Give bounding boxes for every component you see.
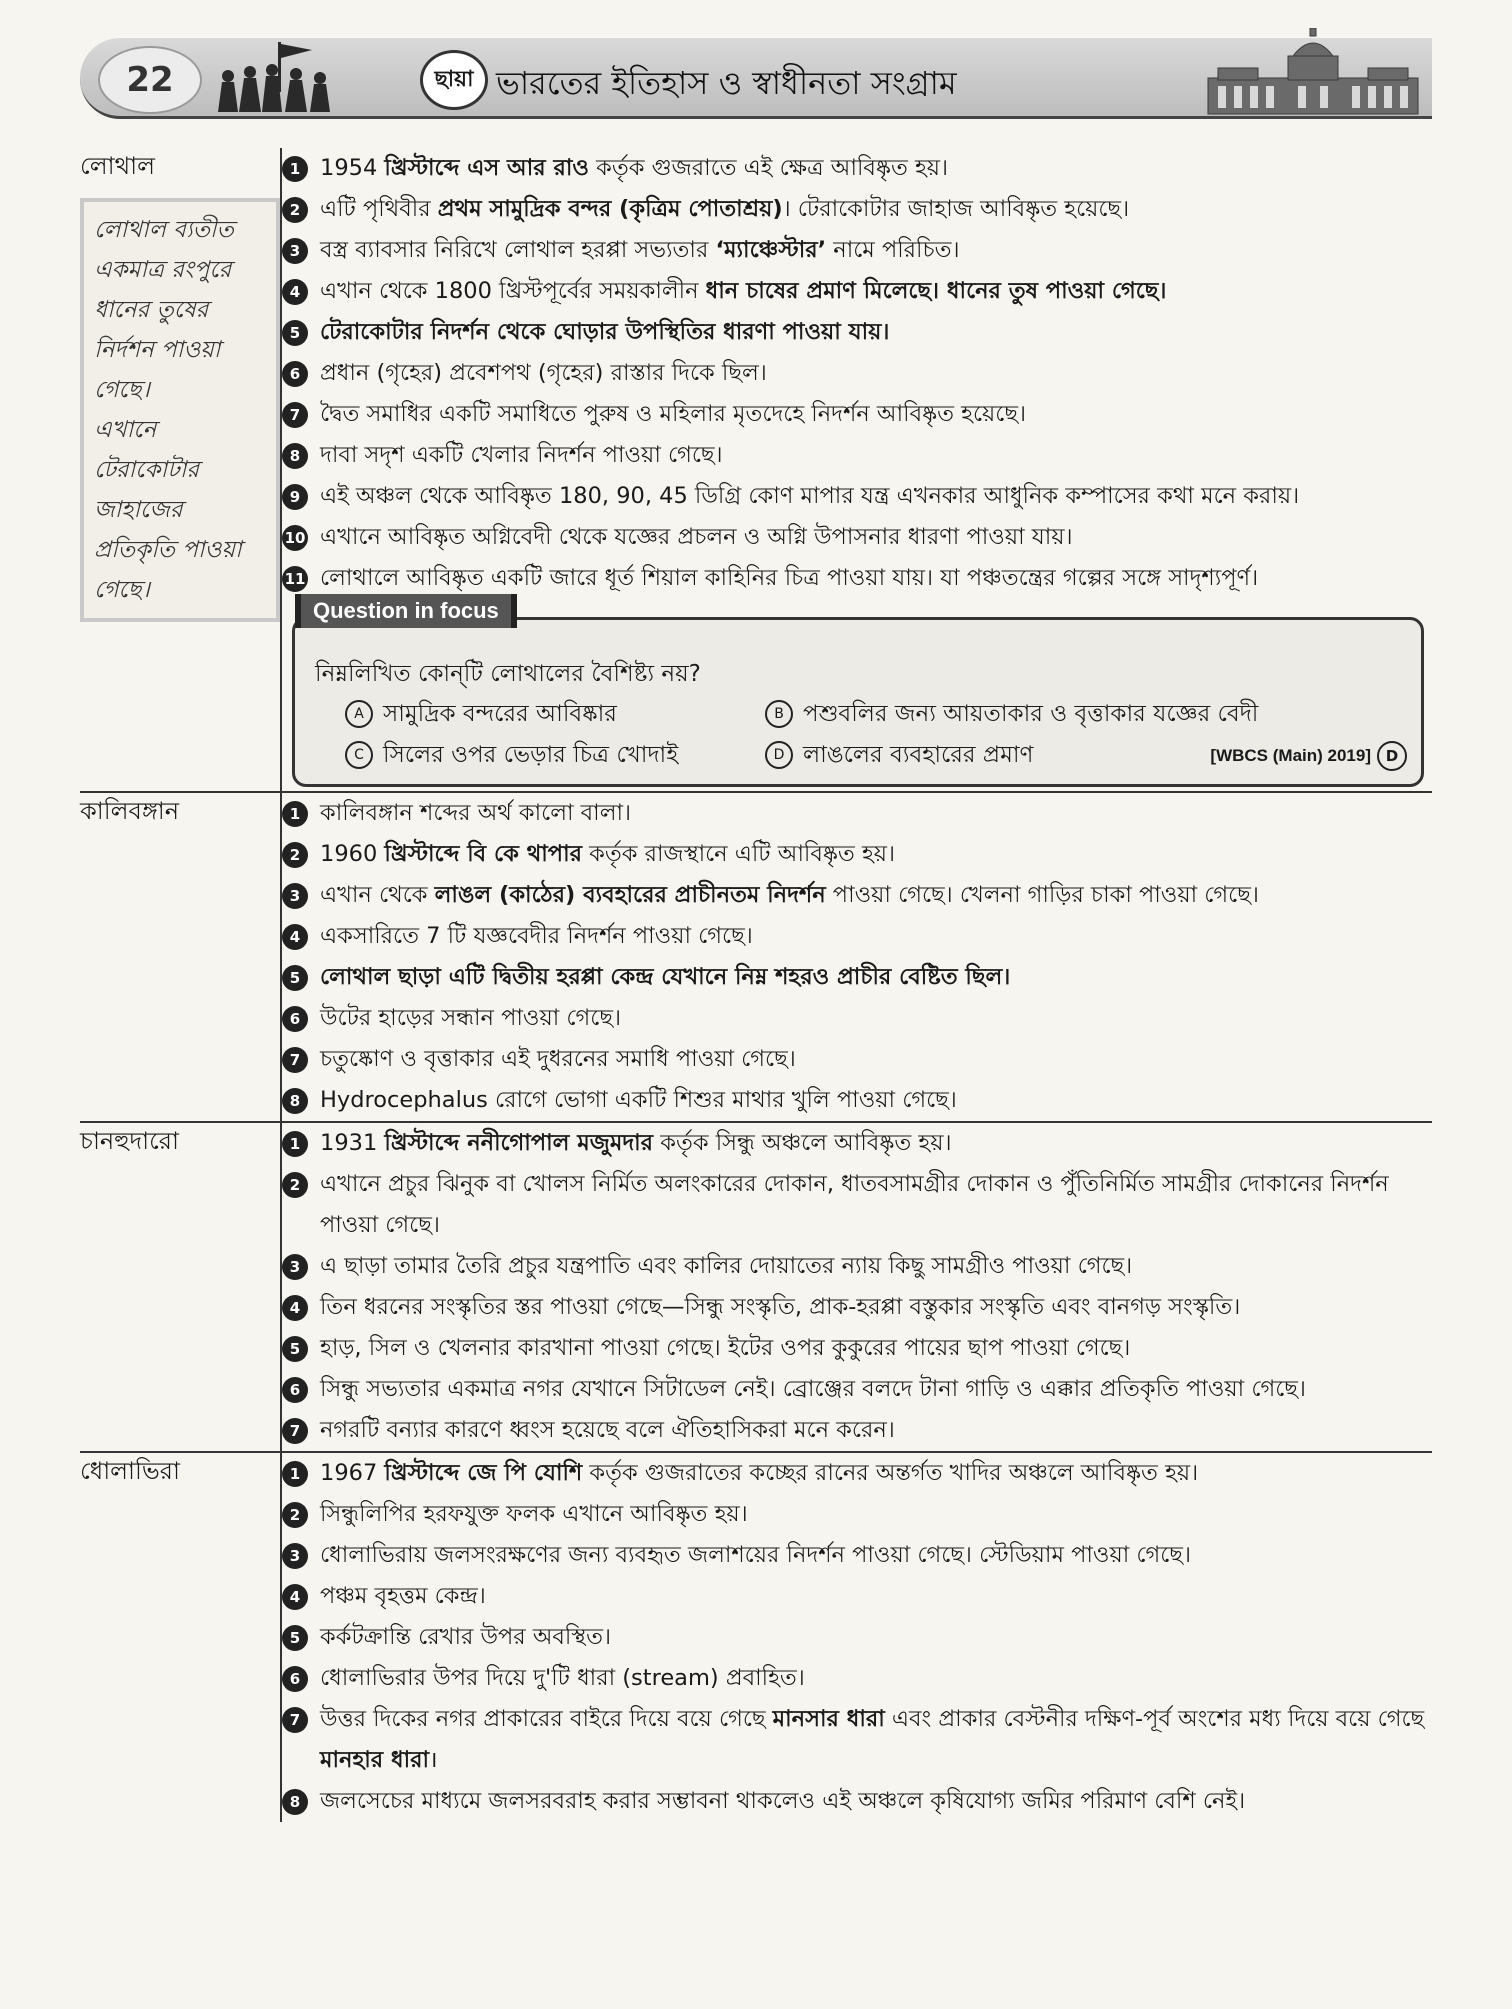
item-number-badge: 5	[282, 320, 308, 346]
text-run: পাওয়া গেছে। খেলনা গাড়ির চাকা পাওয়া গেছে।	[825, 882, 1259, 908]
option-d-line	[765, 734, 1407, 776]
item-number-badge: 8	[282, 443, 308, 469]
item-number-badge: 3	[282, 1543, 308, 1569]
sidebar-note-line: জাহাজের	[94, 497, 183, 523]
list-item	[282, 230, 1432, 271]
sidebar-note-line: লোথাল ব্যতীত	[94, 217, 234, 243]
text-run: ধোলাভিরার উপর দিয়ে দু'টি ধারা (stream) প্রবাহিত।	[320, 1665, 805, 1691]
list-item	[282, 1617, 1432, 1658]
site-row	[80, 792, 1432, 1122]
text-run: ধোলাভিরায় জলসংরক্ষণের জন্য ব্যবহৃত জলাশয়ের নিদর্শন পাওয়া গেছে। স্টেডিয়াম পাওয়া গেছে।	[320, 1542, 1191, 1568]
text-run: কর্তৃক রাজস্থানে এটি আবিষ্কৃত হয়।	[581, 841, 896, 867]
points-cell	[281, 792, 1432, 1122]
item-number-badge: 1	[282, 1461, 308, 1487]
list-item	[282, 875, 1432, 916]
item-text	[320, 1328, 1432, 1369]
book-title: ভারতের ইতিহাস ও স্বাধীনতা সংগ্রাম	[496, 64, 957, 102]
page-number: 22	[98, 46, 202, 114]
item-text	[320, 957, 1432, 998]
item-number-badge: 7	[282, 1707, 308, 1733]
text-run: এখান থেকে	[320, 882, 435, 908]
list-item	[282, 1658, 1432, 1699]
emphasis-text: প্রথম সামুদ্রিক বন্দর (কৃত্রিম পোতাশ্রয়)	[437, 196, 783, 222]
list-item	[282, 1080, 1432, 1121]
item-number-badge: 7	[282, 402, 308, 428]
item-number-badge: 5	[282, 965, 308, 991]
item-text	[320, 998, 1432, 1039]
text-run: কালিবঙ্গান শব্দের অর্থ কালো বালা।	[320, 800, 632, 826]
answer-badge: D	[1377, 741, 1407, 771]
option-letter: A	[345, 700, 373, 728]
text-run: কর্তৃক গুজরাতে এই ক্ষেত্র আবিষ্কৃত হয়।	[588, 155, 949, 181]
list-item	[282, 1246, 1432, 1287]
option-text: পশুবলির জন্য আয়তাকার ও বৃত্তাকার যজ্ঞের বেদী	[803, 701, 1259, 727]
list-item	[282, 1494, 1432, 1535]
text-run: কর্তৃক সিন্ধু অঞ্চলে আবিষ্কৃত হয়।	[653, 1130, 952, 1156]
emphasis-text: মানসার ধারা	[772, 1706, 885, 1732]
text-run: কর্কটক্রান্তি রেখার উপর অবস্থিত।	[320, 1624, 612, 1650]
list-item	[282, 1369, 1432, 1410]
option-text: সিলের ওপর ভেড়ার চিত্র খোদাই	[383, 742, 679, 768]
text-run: 1954	[320, 155, 385, 181]
option-text: সামুদ্রিক বন্দরের আবিষ্কার	[383, 701, 617, 727]
item-text	[320, 476, 1432, 517]
list-item	[282, 353, 1432, 394]
list-item	[282, 793, 1432, 834]
emphasis-text: লোথাল ছাড়া এটি দ্বিতীয় হরপ্পা কেন্দ্র যেখানে নিম্ন শহরও প্রাচীর বেষ্টিত ছিল।	[320, 964, 1011, 990]
item-number-badge: 5	[282, 1336, 308, 1362]
points-cell	[281, 1122, 1432, 1452]
text-run: বস্ত্র ব্যাবসার নিরিখে লোথাল হরপ্পা সভ্যতার	[320, 237, 716, 263]
item-text	[320, 230, 1432, 271]
site-row	[80, 1122, 1432, 1452]
list-item	[282, 189, 1432, 230]
item-number-badge: 2	[282, 842, 308, 868]
sidebar-note-line: গেছে।	[94, 377, 150, 403]
sidebar-note	[80, 198, 280, 622]
text-run: পঞ্চম বৃহত্তম কেন্দ্র।	[320, 1583, 486, 1609]
list-item	[282, 271, 1432, 312]
item-text	[320, 1410, 1432, 1451]
item-text	[320, 1287, 1432, 1328]
item-text	[320, 271, 1432, 312]
site-cell	[80, 1122, 281, 1452]
item-text	[320, 1080, 1432, 1121]
site-row	[80, 148, 1432, 792]
text-run: উত্তর দিকের নগর প্রাকারের বাইরে দিয়ে বয়ে গেছে	[320, 1706, 773, 1732]
item-number-badge: 6	[282, 1666, 308, 1692]
sites-table	[80, 148, 1432, 1822]
item-text	[320, 1658, 1432, 1699]
question-in-focus-tag: Question in focus	[295, 594, 517, 628]
item-text	[320, 517, 1432, 558]
options-grid	[315, 694, 1407, 776]
list-item	[282, 312, 1432, 353]
list-item	[282, 1699, 1432, 1781]
option-d	[765, 735, 1033, 775]
item-number-badge: 6	[282, 361, 308, 387]
option-letter: B	[765, 700, 793, 728]
text-run: প্রধান (গৃহের) প্রবেশপথ (গৃহের) রাস্তার দিকে ছিল।	[320, 360, 767, 386]
option-b	[765, 694, 1407, 734]
item-number-badge: 4	[282, 924, 308, 950]
item-text	[320, 1369, 1432, 1410]
item-text	[320, 1617, 1432, 1658]
text-run: চতুষ্কোণ ও বৃত্তাকার এই দুধরনের সমাধি পাওয়া গেছে।	[320, 1046, 796, 1072]
text-run: এটি পৃথিবীর	[320, 196, 438, 222]
item-number-badge: 10	[282, 525, 308, 551]
item-number-badge: 4	[282, 1584, 308, 1610]
item-number-badge: 8	[282, 1088, 308, 1114]
sidebar-note-line: এখানে	[94, 417, 157, 443]
sidebar-note-line: প্রতিকৃতি পাওয়া	[94, 537, 242, 563]
list-item	[282, 1328, 1432, 1369]
item-text	[320, 1494, 1432, 1535]
item-text	[320, 1123, 1432, 1164]
text-run: জলসেচের মাধ্যমে জলসরবরাহ করার সম্ভাবনা থাকলেও এই অঞ্চলে কৃষিযোগ্য জমির পরিমাণ বেশি নেই।	[320, 1788, 1246, 1814]
item-number-badge: 6	[282, 1006, 308, 1032]
item-number-badge: 2	[282, 1172, 308, 1198]
list-item	[282, 517, 1432, 558]
source-and-answer	[1190, 734, 1407, 776]
item-number-badge: 2	[282, 1502, 308, 1528]
emphasis-text: খ্রিস্টাব্দে এস আর রাও	[384, 155, 589, 181]
item-number-badge: 1	[282, 801, 308, 827]
list-item	[282, 476, 1432, 517]
text-run: সিন্ধু সভ্যতার একমাত্র নগর যেখানে সিটাডেল নেই। ব্রোঞ্জের বলদে টানা গাড়ি ও এক্কার প্রতিকৃতি পাওয়া গেছে।	[320, 1376, 1306, 1402]
list-item	[282, 1781, 1432, 1822]
text-run: সিন্ধুলিপির হরফযুক্ত ফলক এখানে আবিষ্কৃত হয়।	[320, 1501, 748, 1527]
item-text	[320, 1246, 1432, 1287]
text-run: এ ছাড়া তামার তৈরি প্রচুর যন্ত্রপাতি এবং কালির দোয়াতের ন্যায় কিছু সামগ্রীও পাওয়া গেছে।	[320, 1253, 1133, 1279]
question-in-focus-box	[292, 598, 1424, 787]
item-text	[320, 916, 1432, 957]
sidebar-note-line: একমাত্র রংপুরে	[94, 257, 232, 283]
item-text	[320, 1453, 1432, 1494]
item-number-badge: 2	[282, 197, 308, 223]
site-cell	[80, 1452, 281, 1822]
text-run: Hydrocephalus রোগে ভোগা একটি শিশুর মাথার খুলি পাওয়া গেছে।	[320, 1087, 957, 1113]
text-run: লোথালে আবিষ্কৃত একটি জারে ধূর্ত শিয়াল কাহিনির চিত্র পাওয়া যায়। যা পঞ্চতন্ত্রের গল্পের সঙ্গে সাদৃশ্যপূর্ণ।	[320, 565, 1259, 591]
text-run: একসারিতে 7 টি যজ্ঞবেদীর নিদর্শন পাওয়া গেছে।	[320, 923, 753, 949]
list-item	[282, 1123, 1432, 1164]
list-item	[282, 1410, 1432, 1451]
text-run: 1967	[320, 1460, 385, 1486]
building-illustration	[1198, 28, 1428, 118]
list-item	[282, 1453, 1432, 1494]
list-item	[282, 916, 1432, 957]
text-run: দাবা সদৃশ একটি খেলার নিদর্শন পাওয়া গেছে।	[320, 442, 723, 468]
list-item	[282, 998, 1432, 1039]
publisher-badge: ছায়া	[420, 50, 488, 110]
list-item	[282, 1287, 1432, 1328]
text-run: এখানে আবিষ্কৃত অগ্নিবেদী থেকে যজ্ঞের প্রচলন ও অগ্নি উপাসনার ধারণা পাওয়া যায়।	[320, 524, 1073, 550]
item-text	[320, 834, 1432, 875]
text-run: এই অঞ্চল থেকে আবিষ্কৃত 180, 90, 45 ডিগ্রি কোণ মাপার যন্ত্র এখনকার আধুনিক কম্পাসের কথা মনে করায়।	[320, 483, 1300, 509]
list-item	[282, 148, 1432, 189]
item-text	[320, 875, 1432, 916]
list-item	[282, 1576, 1432, 1617]
emphasis-text: খ্রিস্টাব্দে জে পি যোশি	[384, 1460, 583, 1486]
sidebar-note-line: নির্দশন পাওয়া	[94, 337, 221, 363]
list-item	[282, 1039, 1432, 1080]
site-cell	[80, 792, 281, 1122]
text-run: দ্বৈত সমাধির একটি সমাধিতে পুরুষ ও মহিলার মৃতদেহে নিদর্শন আবিষ্কৃত হয়েছে।	[320, 401, 1026, 427]
emphasis-text: টেরাকোটার নিদর্শন থেকে ঘোড়ার উপস্থিতির ধারণা পাওয়া যায়।	[320, 319, 890, 345]
item-text	[320, 189, 1432, 230]
text-run: নামে পরিচিত।	[826, 237, 960, 263]
site-cell	[80, 148, 281, 792]
item-text	[320, 1781, 1432, 1822]
emphasis-text: লাঙল (কাঠের) ব্যবহারের প্রাচীনতম নিদর্শন	[434, 882, 826, 908]
option-letter: C	[345, 741, 373, 769]
text-run: এবং প্রাকার বেস্টনীর দক্ষিণ-পূর্ব অংশের মধ্য দিয়ে বয়ে গেছে	[884, 1706, 1425, 1732]
text-run: 1931	[320, 1130, 385, 1156]
option-a	[345, 694, 765, 734]
text-run: হাড়, সিল ও খেলনার কারখানা পাওয়া গেছে। ইটের ওপর কুকুরের পায়ের ছাপ পাওয়া গেছে।	[320, 1335, 1131, 1361]
item-number-badge: 3	[282, 883, 308, 909]
item-text	[320, 558, 1432, 599]
emphasis-text: ‘ম্যাঞ্চেস্টার’	[715, 237, 827, 263]
item-number-badge: 8	[282, 1789, 308, 1815]
item-number-badge: 6	[282, 1377, 308, 1403]
item-text	[320, 312, 1432, 353]
item-number-badge: 9	[282, 484, 308, 510]
question-text: নিম্নলিখিত কোন্‌টি লোথালের বৈশিষ্ট্য নয়?	[315, 661, 701, 687]
text-run: ।	[429, 1747, 438, 1773]
item-number-badge: 11	[282, 566, 308, 592]
list-item	[282, 435, 1432, 476]
item-number-badge: 7	[282, 1418, 308, 1444]
emphasis-text: খ্রিস্টাব্দে বি কে থাপার	[384, 841, 582, 867]
sidebar-note-line: ধানের তুষের	[94, 297, 209, 323]
site-name: ধোলাভিরা	[80, 1457, 180, 1485]
option-letter: D	[765, 741, 793, 769]
emphasis-text: খ্রিস্টাব্দে ননীগোপাল মজুমদার	[384, 1130, 654, 1156]
item-number-badge: 1	[282, 1131, 308, 1157]
item-number-badge: 3	[282, 238, 308, 264]
text-run: উটের হাড়ের সন্ধান পাওয়া গেছে।	[320, 1005, 622, 1031]
text-run: 1960	[320, 841, 385, 867]
item-text	[320, 1576, 1432, 1617]
text-run: কর্তৃক গুজরাতের কচ্ছের রানের অন্তর্গত খাদির অঞ্চলে আবিষ্কৃত হয়।	[582, 1460, 1199, 1486]
site-name: লোথাল	[80, 152, 155, 180]
page-header	[80, 28, 1432, 118]
freedom-fighters-illustration	[200, 40, 400, 116]
item-text	[320, 394, 1432, 435]
item-number-badge: 4	[282, 279, 308, 305]
emphasis-text: মানহার ধারা	[320, 1747, 430, 1773]
option-text: লাঙলের ব্যবহারের প্রমাণ	[803, 742, 1034, 768]
item-number-badge: 1	[282, 156, 308, 182]
site-row	[80, 1452, 1432, 1822]
list-item	[282, 834, 1432, 875]
list-item	[282, 1164, 1432, 1246]
item-text	[320, 435, 1432, 476]
list-item	[282, 957, 1432, 998]
site-name: চানহুদারো	[80, 1127, 179, 1155]
text-run: । টেরাকোটার জাহাজ আবিষ্কৃত হয়েছে।	[782, 196, 1130, 222]
item-number-badge: 3	[282, 1254, 308, 1280]
list-item	[282, 558, 1432, 599]
text-run: তিন ধরনের সংস্কৃতির স্তর পাওয়া গেছে—সিন্ধু সংস্কৃতি, প্রাক-হরপ্পা বস্তুকার সংস্কৃতি এবং বানগড় সংস্কৃতি।	[320, 1294, 1241, 1320]
sidebar-note-line: টেরাকোটার	[94, 457, 200, 483]
exam-source: [WBCS (Main) 2019]	[1210, 746, 1371, 765]
list-item	[282, 394, 1432, 435]
item-text	[320, 1699, 1432, 1781]
list-item	[282, 1535, 1432, 1576]
points-cell	[281, 1452, 1432, 1822]
item-text	[320, 1039, 1432, 1080]
text-run: এখান থেকে 1800 খ্রিস্টপূর্বের সময়কালীন	[320, 278, 706, 304]
item-number-badge: 7	[282, 1047, 308, 1073]
option-c	[345, 734, 765, 776]
item-number-badge: 4	[282, 1295, 308, 1321]
site-name: কালিবঙ্গান	[80, 797, 180, 825]
item-text	[320, 793, 1432, 834]
emphasis-text: ধান চাষের প্রমাণ মিলেছে। ধানের তুষ পাওয়া গেছে।	[705, 278, 1167, 304]
item-number-badge: 5	[282, 1625, 308, 1651]
text-run: এখানে প্রচুর ঝিনুক বা খোলস নির্মিত অলংকারের দোকান, ধাতবসামগ্রীর দোকান ও পুঁতিনির্মিত সামগ্রীর দোকানের নিদর্শন পাওয়া গেছে।	[320, 1171, 1389, 1238]
points-cell	[281, 148, 1432, 792]
item-text	[320, 353, 1432, 394]
item-text	[320, 1164, 1432, 1246]
sidebar-note-line: গেছে।	[94, 577, 150, 603]
text-run: নগরটি বন্যার কারণে ধ্বংস হয়েছে বলে ঐতিহাসিকরা মনে করেন।	[320, 1417, 895, 1443]
item-text	[320, 1535, 1432, 1576]
item-text	[320, 148, 1432, 189]
